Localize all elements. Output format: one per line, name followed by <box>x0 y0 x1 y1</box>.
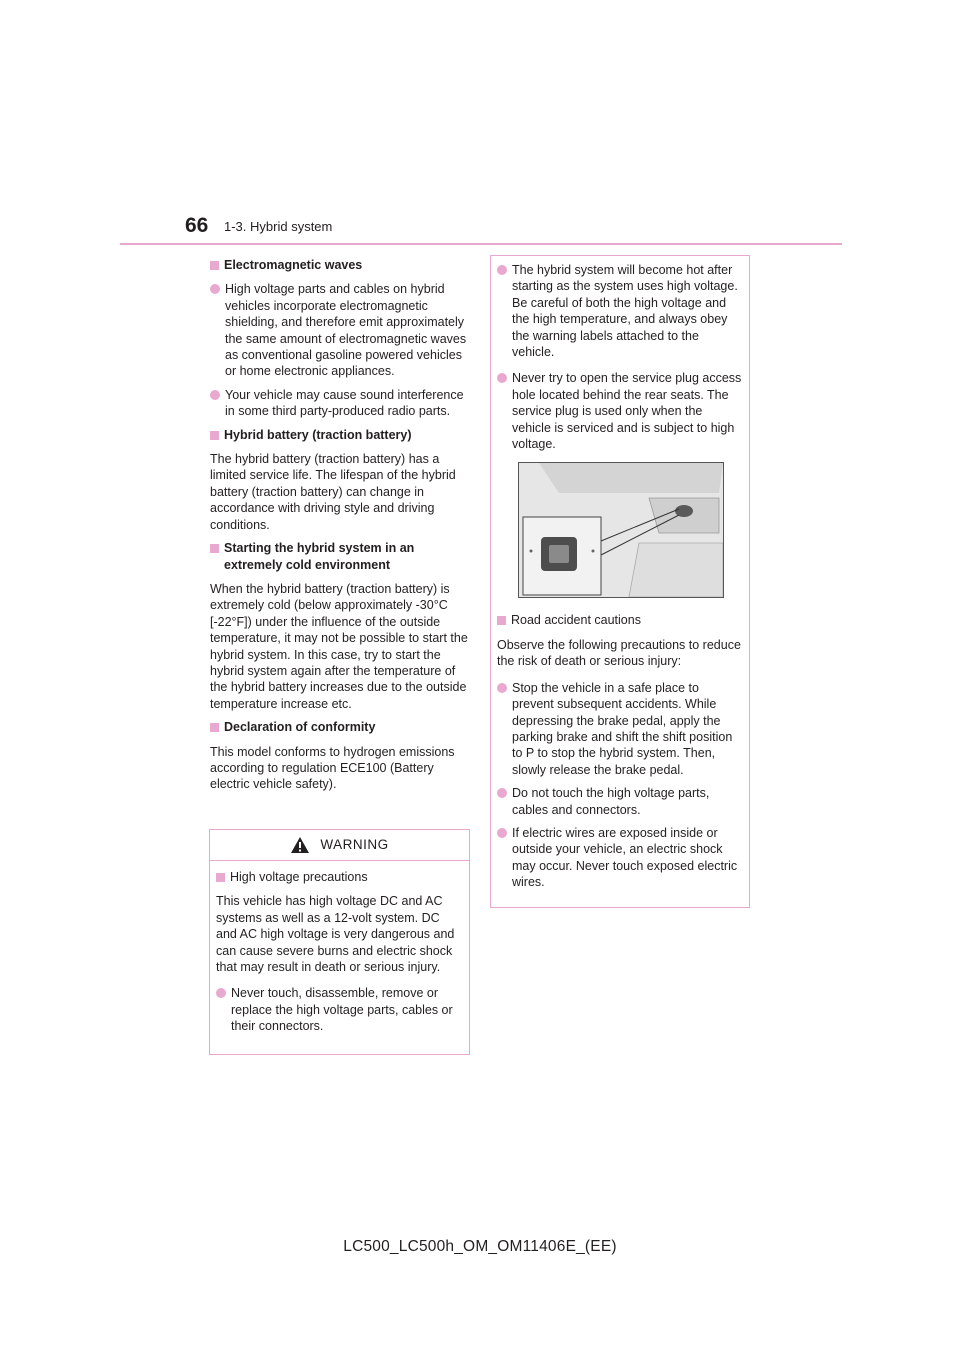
road-bullet-1: Stop the vehicle in a safe place to prevent subsequent accidents. While depressing the brake pedal, apply the parking brake and shift the shift position to P to stop the hybrid system. Then, slowly release the brake pedal. <box>497 680 743 778</box>
road-heading: Road accident cautions <box>497 612 743 628</box>
conf-heading: Declaration of conformity <box>210 719 468 735</box>
right-warning-continued <box>490 255 750 908</box>
warning-body <box>210 861 469 1035</box>
warning-box <box>209 829 470 1055</box>
dot-bullet-icon <box>210 284 220 294</box>
hv-heading: High voltage precautions <box>216 869 463 885</box>
dot-bullet-icon <box>497 828 507 838</box>
dot-bullet-icon <box>497 265 507 275</box>
page-number: 66 <box>185 214 209 237</box>
service-plug-illustration <box>518 462 724 598</box>
hb-text: The hybrid battery (traction battery) has a limited service life. The lifespan of the hybrid battery (traction battery) can change in accordance with driving style and driving conditions. <box>210 452 456 532</box>
square-bullet-icon <box>210 261 219 270</box>
cold-heading: Starting the hybrid system in an extremely cold environment <box>210 540 468 573</box>
plug-bullet: Never try to open the service plug access hole located behind the rear seats. The service plug is used only when the vehicle is serviced and is subject to high voltage. <box>497 370 743 452</box>
dot-bullet-icon <box>216 988 226 998</box>
em-bullet-2: Your vehicle may cause sound interference in some third party-produced radio parts. <box>210 387 468 420</box>
hot-bullet: The hybrid system will become hot after starting as the system uses high voltage. Be careful of both the high voltage and the high temperature, and always obey the warning labels attached to the vehicle. <box>497 262 743 360</box>
road-text: Observe the following precautions to reduce the risk of death or serious injury: <box>497 637 741 669</box>
dot-bullet-icon <box>497 373 507 383</box>
square-bullet-icon <box>497 616 506 625</box>
conf-text: This model conforms to hydrogen emissions according to regulation ECE100 (Battery electric vehicle safety). <box>210 744 455 792</box>
warning-title: WARNING <box>320 836 389 852</box>
hv-bullet: Never touch, disassemble, remove or replace the high voltage parts, cables or their connectors. <box>216 985 463 1034</box>
square-bullet-icon <box>210 431 219 440</box>
em-bullet-1: High voltage parts and cables on hybrid vehicles incorporate electromagnetic shielding, and therefore emit approximately the same amount of electromagnetic waves as conventional gasoline powered vehicles or home electronic appliances. <box>210 281 468 379</box>
left-column <box>210 257 468 800</box>
warning-header <box>210 830 469 861</box>
square-bullet-icon <box>216 873 225 882</box>
hv-text: This vehicle has high voltage DC and AC systems as well as a 12-volt system. DC and AC high voltage is very dangerous and can cause severe burns and electric shock that may result in death or serious injury. <box>216 894 455 975</box>
road-bullet-2: Do not touch the high voltage parts, cables and connectors. <box>497 785 743 818</box>
hb-heading: Hybrid battery (traction battery) <box>210 427 468 443</box>
dot-bullet-icon <box>497 788 507 798</box>
section-title: 1-3. Hybrid system <box>224 219 333 234</box>
header-rule <box>120 243 842 245</box>
em-heading: Electromagnetic waves <box>210 257 468 273</box>
warning-triangle-icon <box>290 836 310 854</box>
footer-code: LC500_LC500h_OM_OM11406E_(EE) <box>343 1238 617 1255</box>
cold-text: When the hybrid battery (traction battery) is extremely cold (below approximately -30°C [-22°F]) under the influence of the outside temperature, it may not be possible to start the hybrid system. In this case, try to start the hybrid system again after the temperature of the hybrid battery increases due to the outside temperature increase etc. <box>210 581 468 711</box>
dot-bullet-icon <box>210 390 220 400</box>
square-bullet-icon <box>210 723 219 732</box>
dot-bullet-icon <box>497 683 507 693</box>
service-plug-drawing <box>519 463 723 597</box>
square-bullet-icon <box>210 544 219 553</box>
road-bullet-3: If electric wires are exposed inside or outside your vehicle, an electric shock may occur. Never touch exposed electric wires. <box>497 825 743 891</box>
